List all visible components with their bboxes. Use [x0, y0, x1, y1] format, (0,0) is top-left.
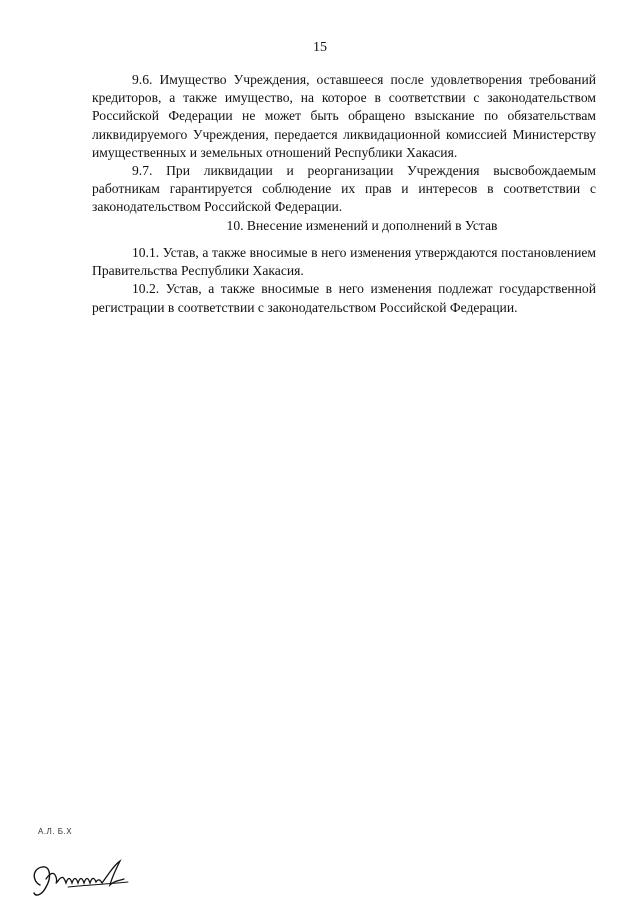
paragraph-9-6: 9.6. Имущество Учреждения, оставшееся после удовлетворения требований кредиторов, а также имущество, на которое в соответствии с законодательством Российской Федерации не может быть обращено взыскание по обязательствам ликвидируемого Учреждения, передается ликвидационной комиссией Министерству имущественных и земельных отношений Республики Хакасия.: [92, 72, 596, 160]
page-number: 15: [313, 40, 327, 55]
paragraph-10-2: 10.2. Устав, а также вносимые в него изменения подлежат государственной регистрации в соответствии с законодательством Российской Федерации.: [92, 281, 596, 315]
section-10-text: [92, 244, 596, 317]
section-10-heading: 10. Внесение изменений и дополнений в Устав: [226, 218, 498, 233]
paragraph-9-7: 9.7. При ликвидации и реорганизации Учреждения высвобождаемым работникам гарантируется соблюдение их прав и интересов в соответствии с законодательством Российской Федерации.: [92, 163, 596, 215]
handwritten-signature-icon: [28, 855, 138, 900]
section-9-text: [92, 71, 596, 217]
stamp-mark: А.Л. Б.Х: [38, 827, 73, 836]
paragraph-10-1: 10.1. Устав, а также вносимые в него изменения утверждаются постановлением Правительства Республики Хакасия.: [92, 245, 596, 279]
